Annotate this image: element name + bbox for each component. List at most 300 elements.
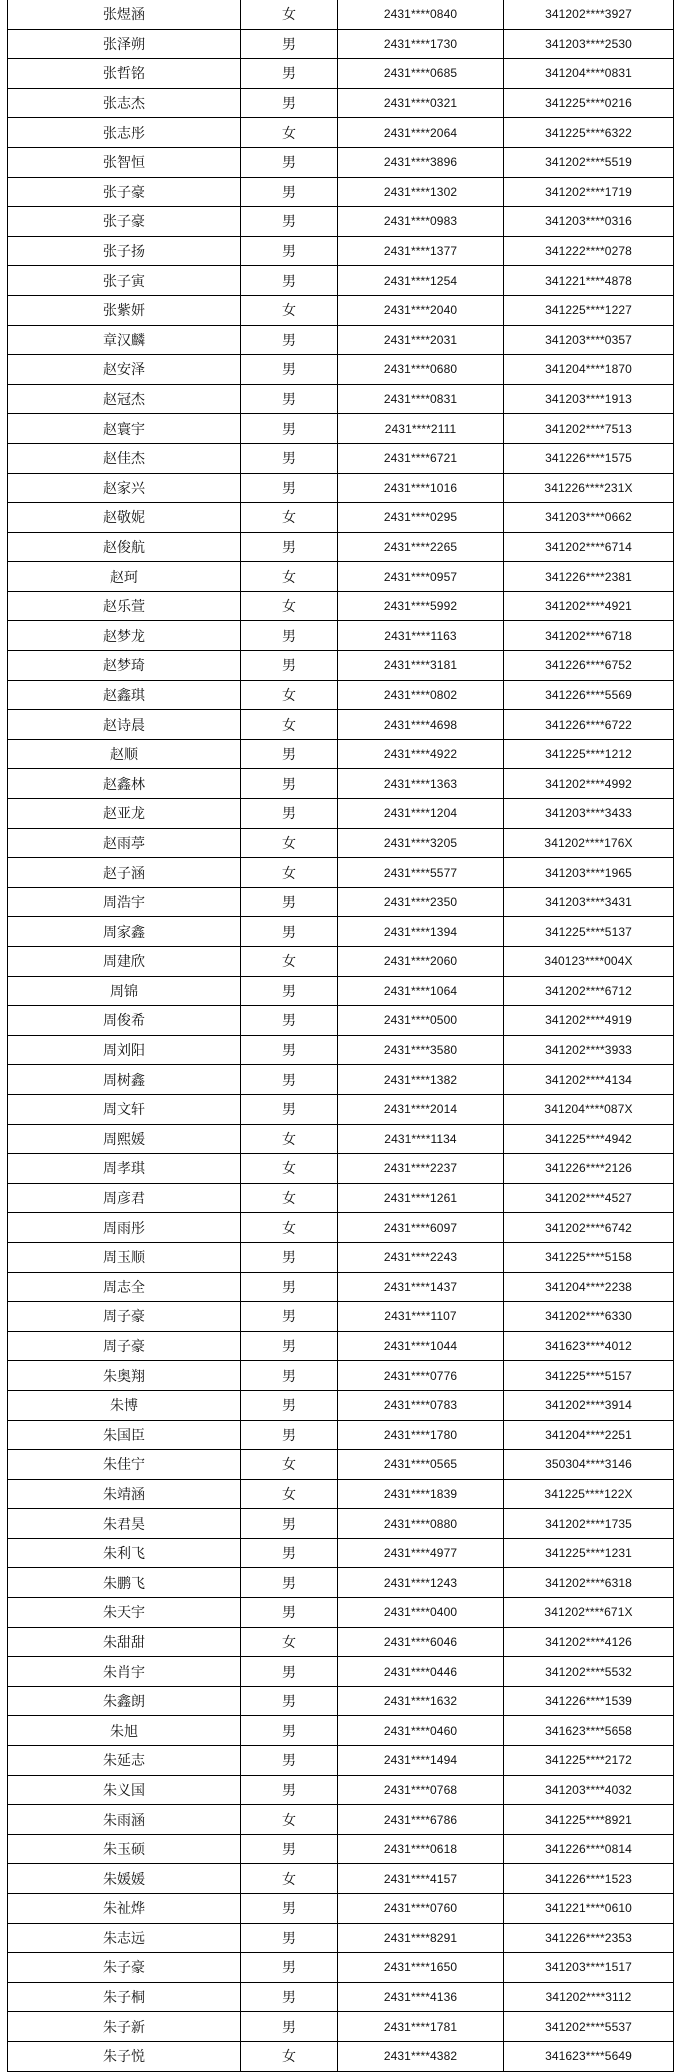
id-number: 341203****1517 [504,1953,674,1983]
id-number: 341623****4012 [504,1331,674,1361]
student-name: 朱利飞 [8,1538,241,1568]
table-row [8,532,674,562]
student-number: 2431****3181 [338,651,504,681]
table-row [8,414,674,444]
table-row [8,88,674,118]
student-name: 周俊希 [8,1006,241,1036]
table-row [8,0,674,29]
student-name: 周熙媛 [8,1124,241,1154]
student-name: 赵诗晨 [8,710,241,740]
student-gender: 男 [241,769,338,799]
table-row [8,384,674,414]
student-gender: 男 [241,1657,338,1687]
id-number: 341203****0316 [504,207,674,237]
student-name: 周刘阳 [8,1035,241,1065]
id-number: 341202****4527 [504,1183,674,1213]
table-row [8,207,674,237]
student-gender: 男 [241,1302,338,1332]
student-name: 赵亚龙 [8,799,241,829]
table-row [8,887,674,917]
id-number: 341225****6322 [504,118,674,148]
table-row [8,325,674,355]
id-number: 341202****5519 [504,147,674,177]
table-row [8,1568,674,1598]
table-row [8,1538,674,1568]
table-row [8,1982,674,2012]
id-number: 341202****176X [504,828,674,858]
id-number: 341221****4878 [504,266,674,296]
student-gender: 男 [241,2012,338,2042]
student-name: 朱鑫朗 [8,1686,241,1716]
student-name: 张智恒 [8,147,241,177]
student-number: 2431****4698 [338,710,504,740]
table-row [8,562,674,592]
student-name: 张哲铭 [8,59,241,89]
student-number: 2431****8291 [338,1923,504,1953]
id-number: 341204****0831 [504,59,674,89]
student-number: 2431****0768 [338,1775,504,1805]
student-name: 赵顺 [8,739,241,769]
student-number: 2431****0802 [338,680,504,710]
student-gender: 女 [241,680,338,710]
student-number: 2431****3580 [338,1035,504,1065]
table-row [8,473,674,503]
student-number: 2431****0783 [338,1390,504,1420]
id-number: 341226****1523 [504,1864,674,1894]
student-number: 2431****2243 [338,1242,504,1272]
table-row [8,118,674,148]
id-number: 350304****3146 [504,1450,674,1480]
table-row [8,799,674,829]
student-gender: 男 [241,147,338,177]
id-number: 341203****0357 [504,325,674,355]
student-number: 2431****5992 [338,591,504,621]
student-gender: 女 [241,1213,338,1243]
student-name: 周浩宇 [8,887,241,917]
student-gender: 男 [241,236,338,266]
student-name: 周子豪 [8,1302,241,1332]
student-number: 2431****1377 [338,236,504,266]
student-gender: 男 [241,887,338,917]
table-row [8,1657,674,1687]
student-name: 朱义国 [8,1775,241,1805]
table-row [8,1716,674,1746]
student-number: 2431****2040 [338,295,504,325]
student-gender: 男 [241,1538,338,1568]
id-number: 341221****0610 [504,1894,674,1924]
student-gender: 女 [241,1183,338,1213]
student-name: 周锦 [8,976,241,1006]
id-number: 341226****5569 [504,680,674,710]
student-name: 朱佳宁 [8,1450,241,1480]
student-gender: 男 [241,651,338,681]
id-number: 340123****004X [504,947,674,977]
student-name: 朱延志 [8,1746,241,1776]
id-number: 341202****6742 [504,1213,674,1243]
student-gender: 男 [241,917,338,947]
student-name: 朱君昊 [8,1509,241,1539]
student-gender: 男 [241,1686,338,1716]
student-gender: 男 [241,1272,338,1302]
student-number: 2431****0295 [338,503,504,533]
table-row [8,621,674,651]
table-row [8,917,674,947]
student-name: 赵冠杰 [8,384,241,414]
student-name: 赵寰宇 [8,414,241,444]
student-number: 2431****1302 [338,177,504,207]
student-gender: 女 [241,710,338,740]
student-gender: 男 [241,1094,338,1124]
student-gender: 男 [241,1390,338,1420]
student-number: 2431****2265 [338,532,504,562]
student-name: 张子豪 [8,207,241,237]
student-gender: 女 [241,947,338,977]
id-number: 341202****4919 [504,1006,674,1036]
id-number: 341203****3433 [504,799,674,829]
table-row [8,1805,674,1835]
student-name: 朱肖宇 [8,1657,241,1687]
table-row [8,1154,674,1184]
student-number: 2431****4382 [338,2041,504,2071]
student-number: 2431****4922 [338,739,504,769]
student-name: 周子豪 [8,1331,241,1361]
student-number: 2431****1243 [338,1568,504,1598]
table-row [8,2012,674,2042]
table-row [8,739,674,769]
student-gender: 男 [241,1834,338,1864]
table-row [8,1686,674,1716]
student-gender: 男 [241,1775,338,1805]
id-number: 341202****4921 [504,591,674,621]
student-number: 2431****2350 [338,887,504,917]
student-gender: 男 [241,1598,338,1628]
student-number: 2431****2014 [338,1094,504,1124]
id-number: 341202****3112 [504,1982,674,2012]
student-gender: 男 [241,1006,338,1036]
table-row [8,1331,674,1361]
table-row [8,1213,674,1243]
table-row [8,1775,674,1805]
student-gender: 女 [241,858,338,888]
student-gender: 男 [241,1746,338,1776]
id-number: 341202****6718 [504,621,674,651]
student-number: 2431****6721 [338,443,504,473]
student-number: 2431****1107 [338,1302,504,1332]
id-number: 341202****7513 [504,414,674,444]
student-number: 2431****0983 [338,207,504,237]
student-gender: 男 [241,88,338,118]
student-gender: 男 [241,1982,338,2012]
student-number: 2431****2237 [338,1154,504,1184]
student-gender: 男 [241,266,338,296]
student-number: 2431****0565 [338,1450,504,1480]
student-number: 2431****2031 [338,325,504,355]
id-number: 341203****0662 [504,503,674,533]
id-number: 341623****5658 [504,1716,674,1746]
student-name: 赵子涵 [8,858,241,888]
student-name: 赵家兴 [8,473,241,503]
student-number: 2431****0840 [338,0,504,29]
student-gender: 男 [241,976,338,1006]
id-number: 341226****6722 [504,710,674,740]
student-name: 赵俊航 [8,532,241,562]
student-number: 2431****1632 [338,1686,504,1716]
table-row [8,503,674,533]
id-number: 341225****4942 [504,1124,674,1154]
student-name: 赵安泽 [8,355,241,385]
student-gender: 男 [241,1716,338,1746]
student-name: 章汉麟 [8,325,241,355]
student-gender: 男 [241,799,338,829]
id-number: 341226****6752 [504,651,674,681]
student-name: 周家鑫 [8,917,241,947]
table-row [8,1361,674,1391]
table-row [8,1953,674,1983]
table-row [8,355,674,385]
table-row [8,236,674,266]
student-gender: 女 [241,295,338,325]
id-number: 341226****0814 [504,1834,674,1864]
student-name: 张子扬 [8,236,241,266]
id-number: 341203****1965 [504,858,674,888]
id-number: 341202****6714 [504,532,674,562]
id-number: 341202****1735 [504,1509,674,1539]
student-number: 2431****6097 [338,1213,504,1243]
table-row [8,29,674,59]
table-row [8,1124,674,1154]
id-number: 341202****5537 [504,2012,674,2042]
table-row [8,1864,674,1894]
student-number: 2431****1382 [338,1065,504,1095]
table-row [8,1065,674,1095]
id-number: 341225****122X [504,1479,674,1509]
student-name: 朱祉烨 [8,1894,241,1924]
student-name: 张紫妍 [8,295,241,325]
roster-body [8,0,674,2071]
student-name: 朱天宇 [8,1598,241,1628]
student-number: 2431****1134 [338,1124,504,1154]
student-gender: 女 [241,1627,338,1657]
student-name: 赵梦龙 [8,621,241,651]
id-number: 341225****5158 [504,1242,674,1272]
student-gender: 男 [241,207,338,237]
student-number: 2431****1650 [338,1953,504,1983]
student-name: 朱玉硕 [8,1834,241,1864]
table-row [8,858,674,888]
table-row [8,59,674,89]
student-name: 赵敬妮 [8,503,241,533]
id-number: 341204****2251 [504,1420,674,1450]
id-number: 341226****2126 [504,1154,674,1184]
student-number: 2431****1437 [338,1272,504,1302]
student-gender: 男 [241,325,338,355]
student-number: 2431****3205 [338,828,504,858]
student-number: 2431****2060 [338,947,504,977]
table-row [8,710,674,740]
student-name: 赵乐萱 [8,591,241,621]
student-name: 朱子豪 [8,1953,241,1983]
student-gender: 男 [241,1065,338,1095]
id-number: 341202****4992 [504,769,674,799]
student-number: 2431****0321 [338,88,504,118]
student-name: 朱子桐 [8,1982,241,2012]
student-name: 张志杰 [8,88,241,118]
student-number: 2431****0500 [338,1006,504,1036]
student-name: 张煜涵 [8,0,241,29]
id-number: 341203****1913 [504,384,674,414]
student-gender: 男 [241,473,338,503]
student-name: 赵珂 [8,562,241,592]
id-number: 341226****2353 [504,1923,674,1953]
student-number: 2431****5577 [338,858,504,888]
student-gender: 女 [241,2041,338,2071]
id-number: 341204****1870 [504,355,674,385]
id-number: 341202****4134 [504,1065,674,1095]
student-gender: 男 [241,739,338,769]
student-gender: 男 [241,1953,338,1983]
id-number: 341204****2238 [504,1272,674,1302]
table-row [8,1302,674,1332]
student-number: 2431****1780 [338,1420,504,1450]
student-number: 2431****1254 [338,266,504,296]
id-number: 341202****6712 [504,976,674,1006]
student-roster-table [7,0,674,2072]
id-number: 341204****087X [504,1094,674,1124]
id-number: 341225****0216 [504,88,674,118]
student-name: 朱媛媛 [8,1864,241,1894]
student-number: 2431****1064 [338,976,504,1006]
table-row [8,177,674,207]
student-name: 周文轩 [8,1094,241,1124]
student-gender: 女 [241,503,338,533]
student-gender: 男 [241,29,338,59]
student-number: 2431****4157 [338,1864,504,1894]
student-name: 周玉顺 [8,1242,241,1272]
student-number: 2431****1261 [338,1183,504,1213]
student-name: 朱甜甜 [8,1627,241,1657]
student-number: 2431****4977 [338,1538,504,1568]
id-number: 341225****8921 [504,1805,674,1835]
student-gender: 男 [241,1420,338,1450]
student-gender: 女 [241,1450,338,1480]
student-number: 2431****1730 [338,29,504,59]
id-number: 341202****3914 [504,1390,674,1420]
student-number: 2431****0831 [338,384,504,414]
student-number: 2431****0685 [338,59,504,89]
student-number: 2431****1839 [338,1479,504,1509]
student-name: 赵鑫琪 [8,680,241,710]
table-row [8,1183,674,1213]
student-gender: 女 [241,1479,338,1509]
student-number: 2431****2064 [338,118,504,148]
table-row [8,591,674,621]
student-gender: 男 [241,1923,338,1953]
table-row [8,1923,674,1953]
id-number: 341202****671X [504,1598,674,1628]
student-name: 周孝琪 [8,1154,241,1184]
table-row [8,1272,674,1302]
id-number: 341225****1212 [504,739,674,769]
student-gender: 男 [241,1361,338,1391]
table-row [8,1420,674,1450]
student-number: 2431****0776 [338,1361,504,1391]
table-row [8,2041,674,2071]
student-name: 朱奥翔 [8,1361,241,1391]
student-number: 2431****0957 [338,562,504,592]
student-gender: 女 [241,562,338,592]
id-number: 341225****5157 [504,1361,674,1391]
student-number: 2431****1494 [338,1746,504,1776]
student-gender: 男 [241,1894,338,1924]
student-number: 2431****1163 [338,621,504,651]
id-number: 341226****231X [504,473,674,503]
table-row [8,1035,674,1065]
id-number: 341623****5649 [504,2041,674,2071]
table-row [8,1746,674,1776]
id-number: 341202****4126 [504,1627,674,1657]
student-name: 周彦君 [8,1183,241,1213]
student-name: 赵鑫林 [8,769,241,799]
table-row [8,443,674,473]
table-row [8,1450,674,1480]
student-name: 朱国臣 [8,1420,241,1450]
id-number: 341202****3933 [504,1035,674,1065]
student-name: 朱雨涵 [8,1805,241,1835]
table-row [8,680,674,710]
id-number: 341202****6318 [504,1568,674,1598]
student-gender: 女 [241,591,338,621]
student-number: 2431****6786 [338,1805,504,1835]
student-number: 2431****1204 [338,799,504,829]
student-number: 2431****0880 [338,1509,504,1539]
student-number: 2431****0460 [338,1716,504,1746]
student-gender: 男 [241,443,338,473]
student-name: 朱旭 [8,1716,241,1746]
student-name: 朱博 [8,1390,241,1420]
student-gender: 女 [241,1864,338,1894]
student-name: 赵梦琦 [8,651,241,681]
table-row [8,1479,674,1509]
student-gender: 男 [241,532,338,562]
id-number: 341203****2530 [504,29,674,59]
student-gender: 男 [241,177,338,207]
id-number: 341225****1227 [504,295,674,325]
student-gender: 男 [241,59,338,89]
table-row [8,651,674,681]
id-number: 341225****2172 [504,1746,674,1776]
student-number: 2431****0400 [338,1598,504,1628]
student-name: 周雨彤 [8,1213,241,1243]
id-number: 341202****3927 [504,0,674,29]
student-gender: 男 [241,621,338,651]
id-number: 341203****4032 [504,1775,674,1805]
student-number: 2431****1363 [338,769,504,799]
student-name: 朱志远 [8,1923,241,1953]
student-name: 赵佳杰 [8,443,241,473]
student-name: 周志全 [8,1272,241,1302]
student-gender: 女 [241,1805,338,1835]
id-number: 341225****5137 [504,917,674,947]
student-number: 2431****0446 [338,1657,504,1687]
student-number: 2431****6046 [338,1627,504,1657]
student-number: 2431****0618 [338,1834,504,1864]
table-row [8,1509,674,1539]
student-number: 2431****1781 [338,2012,504,2042]
student-gender: 女 [241,1124,338,1154]
id-number: 341203****3431 [504,887,674,917]
student-gender: 女 [241,0,338,29]
table-row [8,828,674,858]
